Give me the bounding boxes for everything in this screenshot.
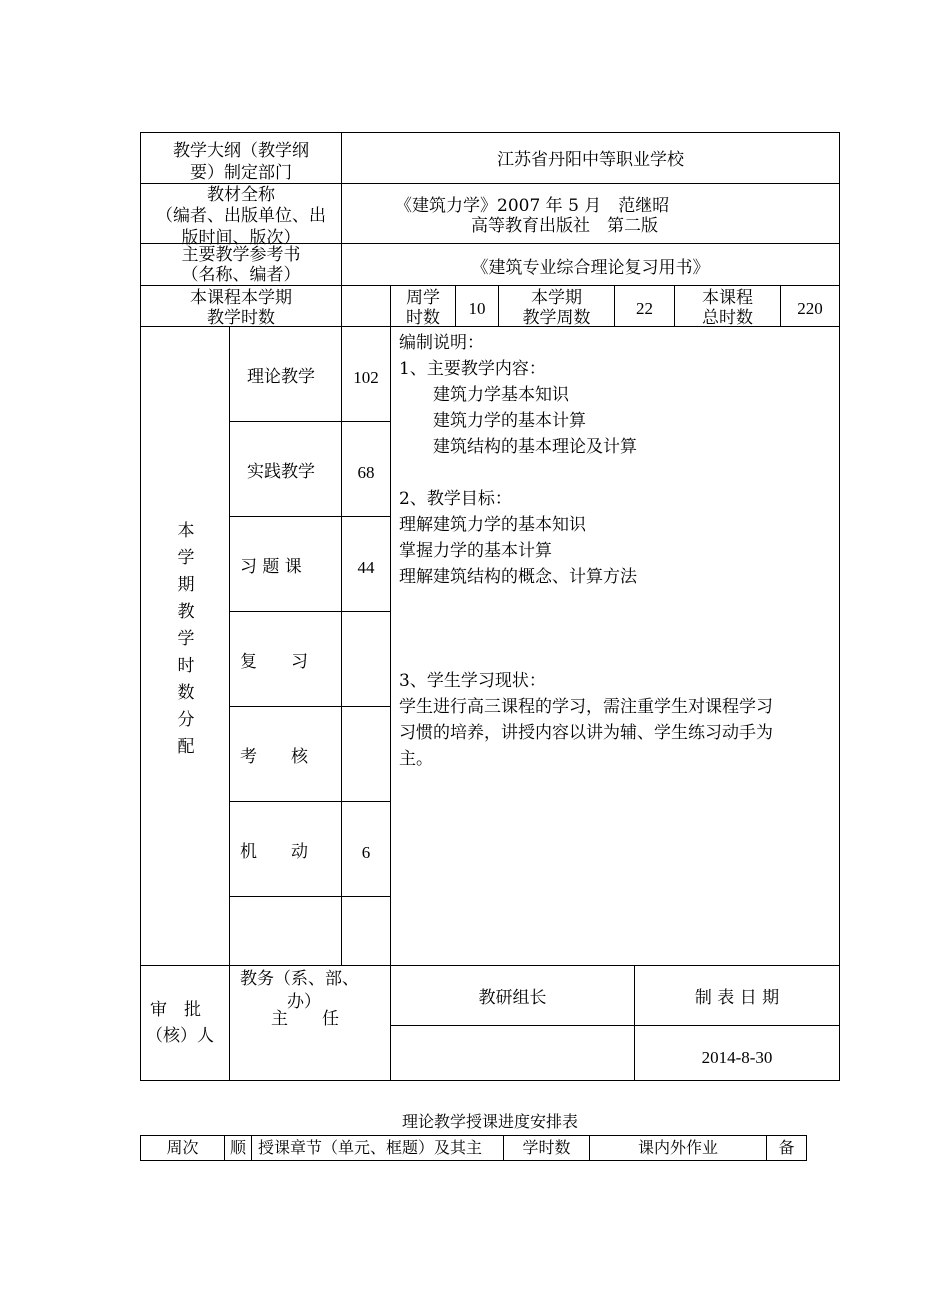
note-line: 理解建筑力学的基本知识 bbox=[399, 515, 586, 535]
weekly-hours-label-line1: 周学 bbox=[406, 288, 440, 308]
item-hours-practice: 68 bbox=[357, 463, 375, 482]
item-label-flexible: 机 动 bbox=[240, 842, 308, 862]
item-hours-flexible: 6 bbox=[361, 843, 371, 862]
item-label-theory: 理论教学 bbox=[247, 367, 315, 387]
item-hours-theory: 102 bbox=[353, 368, 379, 387]
note-line: 学生进行高三课程的学习，需注重学生对课程学习 bbox=[399, 697, 773, 717]
dept-value: 江苏省丹阳中等职业学校 bbox=[497, 150, 684, 170]
textbook-value-line1: 《建筑力学》2007 年 5 月 范继昭 bbox=[395, 196, 670, 216]
side-char: 时 bbox=[177, 656, 195, 676]
term-weeks-label-line2: 教学周数 bbox=[522, 308, 591, 328]
dept-director-line3: 主 任 bbox=[271, 1009, 339, 1029]
schedule-title: 理论教学授课进度安排表 bbox=[401, 1112, 578, 1131]
reference-label-line1: 主要教学参考书 bbox=[181, 245, 301, 265]
dept-label-line1: 教学大纲（教学纲 bbox=[173, 141, 309, 161]
reference-label-line2: （名称、编者） bbox=[181, 265, 301, 285]
col-homework: 课内外作业 bbox=[637, 1138, 718, 1157]
side-char: 学 bbox=[177, 548, 195, 568]
side-char: 数 bbox=[177, 683, 195, 703]
hours-label-line2: 教学时数 bbox=[207, 308, 275, 328]
col-order: 顺 bbox=[229, 1138, 246, 1157]
note-line: 建筑力学基本知识 bbox=[399, 385, 569, 405]
col-hours: 学时数 bbox=[522, 1138, 571, 1157]
side-char: 配 bbox=[177, 737, 195, 757]
side-char: 分 bbox=[177, 710, 195, 730]
note-line: 1、主要教学内容： bbox=[399, 359, 546, 379]
date-label: 制 表 日 期 bbox=[694, 988, 780, 1008]
item-label-review: 复 习 bbox=[240, 652, 308, 672]
note-line: 主。 bbox=[399, 749, 433, 769]
item-hours-exercise: 44 bbox=[357, 558, 375, 577]
textbook-label-line2: （编者、出版单位、出 bbox=[156, 206, 326, 226]
item-label-exercise: 习 题 课 bbox=[240, 557, 302, 577]
col-chapter: 授课章节（单元、框题）及其主 bbox=[258, 1138, 483, 1157]
dept-director-line1: 教务（系、部、 bbox=[240, 969, 359, 989]
term-weeks-label-line1: 本学期 bbox=[531, 288, 582, 308]
textbook-label-line3: 版时间、版次） bbox=[181, 228, 301, 248]
note-line: 理解建筑结构的概念、计算方法 bbox=[399, 567, 637, 587]
col-notes: 备 bbox=[778, 1138, 795, 1157]
hours-label-line1: 本课程本学期 bbox=[190, 288, 292, 308]
reference-value: 《建筑专业综合理论复习用书》 bbox=[471, 258, 710, 278]
approver-label-line2: （核）人 bbox=[146, 1026, 214, 1046]
note-line: 编制说明： bbox=[399, 333, 484, 353]
total-hours-value: 220 bbox=[797, 299, 823, 318]
item-label-assessment: 考 核 bbox=[240, 747, 308, 767]
side-char: 教 bbox=[177, 602, 195, 622]
note-line: 3、学生学习现状： bbox=[399, 671, 546, 691]
term-weeks-value: 22 bbox=[636, 299, 653, 318]
note-line: 建筑结构的基本理论及计算 bbox=[399, 437, 637, 457]
textbook-label-line1: 教材全称 bbox=[207, 185, 275, 205]
col-week: 周次 bbox=[166, 1138, 199, 1157]
note-line: 习惯的培养，讲授内容以讲为辅、学生练习动手为 bbox=[399, 723, 773, 743]
approver-label-line1: 审 批 bbox=[150, 1000, 201, 1020]
note-line: 建筑力学的基本计算 bbox=[399, 411, 586, 431]
note-line: 掌握力学的基本计算 bbox=[399, 541, 552, 561]
side-char: 学 bbox=[177, 629, 195, 649]
side-char: 本 bbox=[177, 521, 195, 541]
dept-director-line2: 办） bbox=[287, 992, 321, 1012]
teaching-leader-label: 教研组长 bbox=[478, 988, 547, 1008]
note-line: 2、教学目标： bbox=[399, 489, 512, 509]
item-label-practice: 实践教学 bbox=[247, 462, 315, 482]
total-hours-label-line2: 总时数 bbox=[702, 308, 753, 328]
date-value: 2014-8-30 bbox=[701, 1048, 773, 1067]
total-hours-label-line1: 本课程 bbox=[702, 288, 753, 308]
side-char: 期 bbox=[177, 575, 195, 595]
weekly-hours-label-line2: 时数 bbox=[406, 308, 440, 328]
weekly-hours-value: 10 bbox=[468, 299, 486, 318]
dept-label-line2: 要）制定部门 bbox=[190, 163, 292, 183]
textbook-value-line2: 高等教育出版社 第二版 bbox=[471, 216, 658, 236]
